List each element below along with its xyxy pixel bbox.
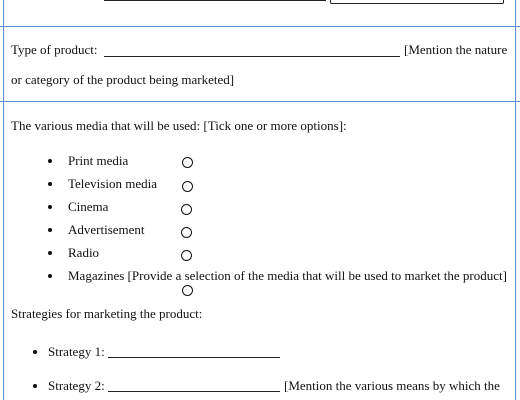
media-option-label: Cinema [68,199,109,214]
bullet-icon [33,350,37,354]
frame-left-border [3,0,4,400]
strategies-intro: Strategies for marketing the product: [11,306,203,321]
media-option-label: Print media [68,153,129,168]
bullet-icon [48,228,52,232]
previous-field-note-bracket [330,0,504,4]
strategy-note: [Mention the various means by which the [284,378,500,393]
section-divider [0,101,520,102]
media-intro: The various media that will be used: [Tick one or more options]: [11,118,347,133]
type-of-product-note: [Mention the nature [404,42,508,57]
bullet-icon [48,205,52,209]
strategy-1-blank[interactable] [108,357,280,358]
media-option-label: Radio [68,245,100,260]
strategy-2-blank[interactable] [108,391,280,392]
section-divider [0,26,520,27]
previous-field-blank[interactable] [104,0,326,1]
bullet-icon [48,182,52,186]
bullet-icon [48,251,52,255]
radio-television-media[interactable] [182,181,193,192]
radio-print-media[interactable] [182,157,193,168]
radio-cinema[interactable] [181,204,192,215]
bullet-icon [33,384,37,388]
type-of-product-label: Type of product: [11,42,98,57]
strategy-label: Strategy 1: [48,344,105,359]
radio-radio[interactable] [181,250,192,261]
media-option-label: Magazines [Provide a selection of the media that will be used to market the product] [68,268,507,283]
bullet-icon [48,274,52,278]
frame-right-border [515,0,516,400]
media-option-label: Television media [68,176,157,191]
radio-advertisement[interactable] [181,227,192,238]
strategy-label: Strategy 2: [48,378,105,393]
radio-magazines[interactable] [182,285,193,296]
media-option-label: Advertisement [68,222,145,237]
type-of-product-blank[interactable] [104,56,400,57]
type-of-product-note-continued: or category of the product being marketed] [11,72,235,87]
bullet-icon [48,159,52,163]
